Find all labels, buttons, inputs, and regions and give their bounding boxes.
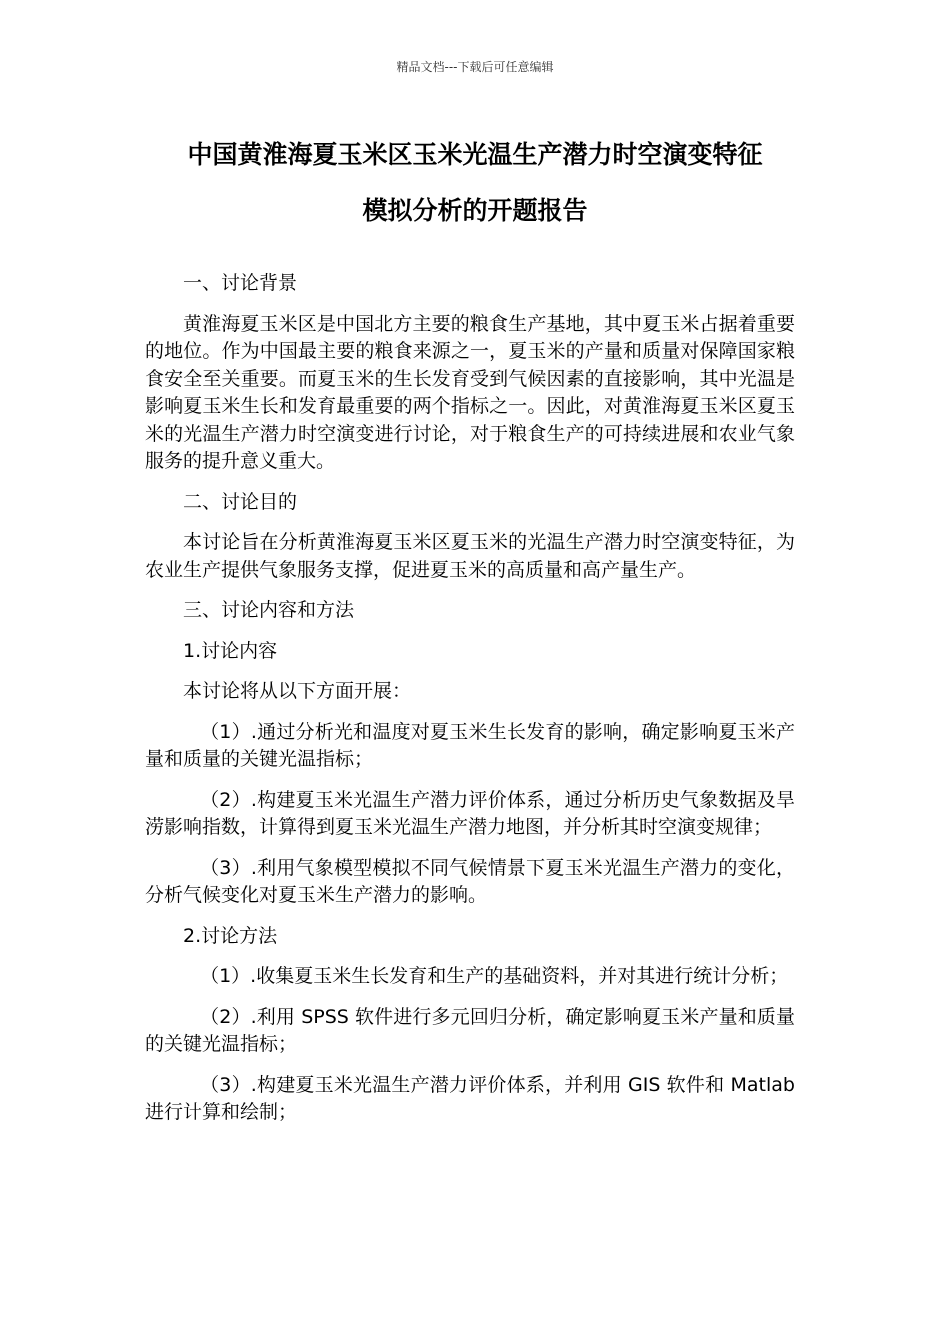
document-title-line-2: 模拟分析的开题报告: [362, 196, 588, 225]
content-item: （2）.构建夏玉米光温生产潜力评价体系，通过分析历史气象数据及旱涝影响指数，计算得到夏玉米光温生产潜力地图，并分析其时空演变规律；: [145, 788, 795, 838]
content-intro: 本讨论将从以下方面开展：: [183, 680, 412, 702]
document-body: [145, 270, 795, 1127]
subheading-content: 1.讨论内容: [183, 639, 278, 662]
content-item: （3）.利用气象模型模拟不同气候情景下夏玉米光温生产潜力的变化，分析气候变化对夏玉米生产潜力的影响。: [145, 856, 795, 906]
section-heading-background: 一、讨论背景: [183, 272, 298, 294]
purpose-paragraph: 本讨论旨在分析黄淮海夏玉米区夏玉米的光温生产潜力时空演变特征，为农业生产提供气象服务支撑，促进夏玉米的高质量和高产量生产。: [145, 531, 795, 581]
subheading-methods: 2.讨论方法: [183, 924, 278, 947]
content-item: （1）.通过分析光和温度对夏玉米生长发育的影响，确定影响夏玉米产量和质量的关键光温指标；: [145, 720, 795, 770]
background-paragraph: 黄淮海夏玉米区是中国北方主要的粮食生产基地，其中夏玉米占据着重要的地位。作为中国最主要的粮食来源之一，夏玉米的产量和质量对保障国家粮食安全至关重要。而夏玉米的生长发育受到气候因素的直接影响，其中光温是影响夏玉米生长和发育最重要的两个指标之一。因此，对黄淮海夏玉米区夏玉米的光温生产潜力时空演变进行讨论，对于粮食生产的可持续进展和农业气象服务的提升意义重大。: [145, 312, 795, 472]
section-heading-purpose: 二、讨论目的: [183, 490, 298, 513]
section-heading-content-methods: 三、讨论内容和方法: [183, 599, 355, 621]
header-note: 精品文档---下载后可任意编辑: [396, 60, 554, 74]
method-item: （3）.构建夏玉米光温生产潜力评价体系，并利用 GIS 软件和 Matlab 进行计算和绘制；: [145, 1073, 795, 1123]
document-title-line-1: 中国黄淮海夏玉米区玉米光温生产潜力时空演变特征: [187, 140, 763, 169]
method-item: （1）.收集夏玉米生长发育和生产的基础资料，并对其进行统计分析；: [200, 965, 789, 987]
method-item: （2）.利用 SPSS 软件进行多元回归分析，确定影响夏玉米产量和质量的关键光温指标；: [145, 1005, 795, 1055]
